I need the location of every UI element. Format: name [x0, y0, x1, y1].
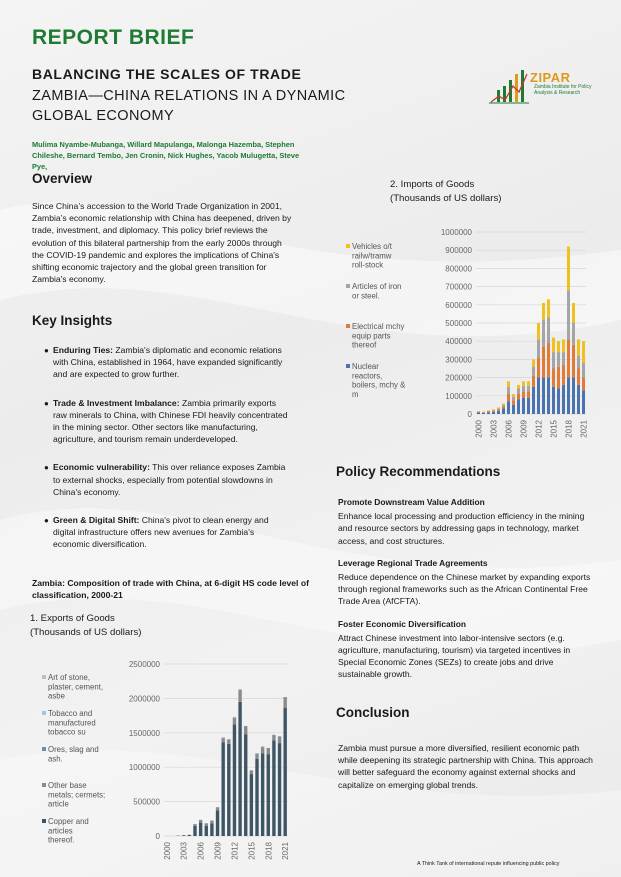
bar-segment — [517, 389, 520, 394]
legend-swatch — [42, 747, 46, 751]
x-tick-label: 2018 — [564, 420, 574, 438]
logo-name: ZIPAR — [530, 70, 571, 85]
bar-segment — [577, 356, 580, 369]
bar-segment — [562, 339, 565, 352]
bullet-icon: ● — [44, 516, 49, 526]
bar-segment — [278, 737, 281, 743]
legend-swatch — [346, 364, 350, 368]
bar-segment — [497, 407, 500, 408]
bar-segment — [482, 413, 485, 414]
bar-segment — [507, 387, 510, 394]
bar-segment — [532, 359, 535, 366]
y-tick-label: 600000 — [445, 300, 472, 310]
bar-segment — [502, 405, 505, 406]
bar-segment — [512, 394, 515, 397]
footer-tagline: A Think Tank of international repute influencing public policy — [417, 861, 560, 867]
policy-list — [338, 496, 598, 691]
bar-segment — [542, 303, 545, 319]
y-tick-label: 300000 — [445, 355, 472, 365]
y-tick-label: 700000 — [445, 282, 472, 292]
insight-text: Zambia primarily exports raw minerals to China, with Chinese FDI heavily concentrated in the mining sector. Other sectors like manufacturing, agriculture, and tourism remain underdeveloped. — [53, 397, 288, 445]
bar-segment — [522, 398, 525, 414]
bar-segment — [238, 690, 241, 702]
legend-swatch — [42, 819, 46, 823]
bar-segment — [497, 408, 500, 409]
bar-segment — [210, 823, 213, 836]
y-tick-label: 0 — [155, 832, 160, 841]
x-tick-label: 2015 — [247, 842, 257, 860]
imports-chart — [340, 225, 602, 450]
y-tick-label: 400000 — [445, 337, 472, 347]
x-tick-label: 2000 — [162, 842, 172, 860]
bar-segment — [517, 399, 520, 414]
y-tick-label: 800000 — [445, 264, 472, 274]
bar-segment — [532, 387, 535, 414]
legend-swatch — [346, 324, 350, 328]
y-tick-label: 900000 — [445, 246, 472, 256]
bar-segment — [582, 390, 585, 414]
x-tick-label: 2003 — [489, 420, 499, 438]
bar-segment — [582, 378, 585, 391]
key-insights-list — [44, 344, 290, 567]
legend-label: Tobacco and manufactured tobacco su — [48, 709, 96, 737]
legend-label: Art of stone, plaster, cement, asbe — [48, 673, 104, 701]
bar-segment — [216, 807, 219, 808]
bar-segment — [244, 726, 247, 727]
legend-swatch — [346, 244, 350, 248]
x-tick-label: 2012 — [230, 842, 240, 860]
key-insights-heading: Key Insights — [32, 313, 113, 328]
bar-segment — [283, 697, 286, 698]
bar-segment — [487, 411, 490, 412]
insight-item — [44, 461, 290, 498]
x-tick-label: 2006 — [196, 842, 206, 860]
bar-segment — [210, 821, 213, 822]
y-tick-label: 500000 — [445, 319, 472, 328]
bar-segment — [582, 363, 585, 378]
bar-segment — [567, 339, 570, 377]
bar-segment — [272, 735, 275, 736]
insight-text: Zambia's diplomatic and economic relations with China, established in 1964, have expanded significantly and are expected to grow further. — [53, 345, 283, 380]
bar-segment — [267, 754, 270, 836]
legend-swatch — [42, 783, 46, 787]
y-tick-label: 200000 — [445, 373, 472, 383]
policy-item-text: Reduce dependence on the Chinese market by expanding exports through regional frameworks such as the African Continental Free Trade Area (AfCFTA). — [338, 572, 591, 607]
bar-segment — [562, 385, 565, 414]
bar-segment — [492, 410, 495, 411]
policy-item — [338, 618, 598, 681]
bar-segment — [512, 397, 515, 401]
bar-segment — [557, 367, 560, 389]
bar-segment — [193, 826, 196, 836]
bar-segment — [517, 394, 520, 399]
legend-label: Vehicles o/t railw/tramw roll-stock — [352, 242, 392, 270]
bar-segment — [562, 352, 565, 365]
bar-segment — [487, 410, 490, 411]
legend-label: Ores, slag and ash. — [48, 745, 99, 764]
insight-title: Green & Digital Shift: — [53, 515, 140, 526]
y-tick-label: 2500000 — [128, 660, 160, 669]
bar-segment — [507, 381, 510, 386]
x-tick-label: 2003 — [179, 842, 189, 860]
logo-subtitle: Zambia Institute for Policy Analysis & Research — [534, 84, 592, 96]
bullet-icon: ● — [44, 463, 49, 473]
bar-segment — [221, 742, 224, 836]
bar-segment — [283, 708, 286, 836]
legend-label: Other base metals; cermets; article — [48, 781, 106, 809]
overview-text: Since China’s accession to the World Trade Organization in 2001, Zambia’s economic relationship with China has deepened, driven by trade, investment, and diplomacy. This policy brief reviews the evolution of this bilateral partnership from the early 2000s through the COVID-19 pandemic and explores the implications of China's shifting economic trajectory and the global green transition for Zambia's economy. — [32, 201, 292, 285]
x-tick-label: 2021 — [281, 842, 291, 860]
bullet-icon: ● — [44, 398, 49, 408]
bar-segment — [199, 823, 202, 836]
exports-chart — [30, 650, 300, 872]
bar-segment — [537, 323, 540, 339]
bar-segment — [238, 702, 241, 836]
bar-segment — [502, 406, 505, 408]
policy-item-title: Leverage Regional Trade Agreements — [338, 557, 488, 568]
bar-segment — [522, 386, 525, 391]
bar-segment — [547, 299, 550, 317]
bar-segment — [527, 391, 530, 397]
bar-segment — [477, 413, 480, 414]
page-title: BALANCING THE SCALES OF TRADE — [32, 66, 302, 82]
bar-segment — [227, 744, 230, 836]
bar-segment — [572, 345, 575, 378]
bar-segment — [205, 826, 208, 836]
bar-segment — [547, 318, 550, 343]
policy-item-text: Enhance local processing and production efficiency in the mining and resource sectors by addressing gaps in technology, market access, and cost structures. — [338, 511, 585, 546]
page-subtitle: ZAMBIA—CHINA RELATIONS IN A DYNAMIC GLOBAL ECONOMY — [32, 88, 346, 124]
insight-text: This over reliance exposes Zambia to external shocks, especially from potential slowdowns in China's economy. — [53, 462, 286, 497]
bar-segment — [261, 747, 264, 753]
bar-segment — [512, 405, 515, 414]
conclusion-text: Zambia must pursue a more diversified, resilient economic path while deepening its strategic partnership with China. This approach will better safeguard the economy against external shocks and capitalize on emerging global trends. — [338, 743, 593, 790]
x-tick-label: 2015 — [549, 420, 559, 438]
legend-swatch — [42, 675, 46, 679]
policy-item-title: Promote Downstream Value Addition — [338, 497, 485, 507]
insight-title: Trade & Investment Imbalance: — [53, 397, 180, 408]
legend-label: Copper and articles thereof. — [48, 817, 89, 845]
bar-segment — [205, 823, 208, 824]
bar-segment — [537, 378, 540, 414]
bar-segment — [272, 736, 275, 741]
bar-segment — [567, 247, 570, 291]
bar-segment — [567, 290, 570, 339]
bar-segment — [507, 401, 510, 414]
bar-segment — [255, 759, 258, 836]
policy-item — [338, 557, 598, 608]
bar-segment — [497, 411, 500, 414]
bar-segment — [233, 717, 236, 718]
bar-segment — [267, 748, 270, 749]
conclusion-heading: Conclusion — [336, 705, 410, 720]
bar-segment — [278, 736, 281, 737]
bar-segment — [527, 386, 530, 391]
bar-segment — [522, 381, 525, 386]
bar-segment — [517, 385, 520, 389]
bar-segment — [244, 734, 247, 836]
bar-segment — [278, 743, 281, 836]
bar-segment — [527, 398, 530, 414]
bar-segment — [547, 378, 550, 414]
bar-segment — [255, 753, 258, 754]
y-tick-label: 1000000 — [128, 763, 160, 773]
bar-segment — [542, 347, 545, 378]
x-tick-label: 2021 — [579, 420, 589, 438]
x-tick-label: 2006 — [504, 420, 514, 438]
bar-segment — [542, 378, 545, 414]
bar-segment — [582, 341, 585, 363]
bar-segment — [552, 338, 555, 353]
bar-segment — [221, 738, 224, 739]
bar-segment — [502, 409, 505, 414]
policy-item-title: Foster Economic Diversification — [338, 618, 466, 629]
bar-segment — [537, 339, 540, 357]
legend-label: Articles of iron or steel. — [352, 282, 402, 301]
bar-segment — [537, 358, 540, 378]
policy-item-text: Attract Chinese investment into labor-intensive sectors (e.g. agriculture, manufacturing, tourism) via targeted incentives in Special Economic Zones (SEZs) to create jobs and drive sustainable growth. — [338, 632, 571, 680]
bar-segment — [199, 820, 202, 821]
overview-heading: Overview — [32, 171, 93, 186]
bar-segment — [267, 749, 270, 755]
bar-segment — [216, 811, 219, 836]
x-tick-label: 2012 — [534, 420, 544, 438]
bar-segment — [477, 412, 480, 413]
bar-segment — [210, 822, 213, 824]
bar-segment — [492, 411, 495, 412]
y-tick-label: 100000 — [445, 391, 472, 401]
x-tick-label: 2018 — [264, 842, 274, 860]
bar-segment — [492, 409, 495, 410]
bar-segment — [227, 739, 230, 740]
insight-text: China's pivot to clean energy and digital infrastructure offers new avenues for Zambia's economic diversification. — [53, 515, 269, 550]
insight-item — [44, 514, 290, 551]
bar-segment — [522, 391, 525, 397]
legend-swatch — [346, 284, 350, 288]
bar-segment — [193, 824, 196, 825]
bar-segment — [482, 412, 485, 413]
bar-segment — [552, 387, 555, 414]
policy-item — [338, 496, 598, 547]
bar-segment — [577, 385, 580, 414]
bar-segment — [261, 747, 264, 748]
bar-segment — [238, 689, 241, 690]
bar-segment — [577, 339, 580, 355]
bar-segment — [547, 343, 550, 378]
bar-segment — [199, 821, 202, 823]
bar-segment — [221, 738, 224, 742]
legend-label: Electrical mchy equip parts thereof — [352, 322, 405, 350]
policy-heading: Policy Recommendations — [336, 464, 501, 479]
x-tick-label: 2009 — [519, 420, 529, 438]
bar-segment — [487, 411, 490, 412]
bar-segment — [557, 341, 560, 352]
insight-title: Economic vulnerability: — [53, 462, 150, 473]
bullet-icon: ● — [44, 346, 49, 355]
bar-segment — [572, 303, 575, 323]
bar-segment — [502, 403, 505, 404]
bar-segment — [261, 753, 264, 836]
bar-segment — [233, 718, 236, 724]
bar-segment — [250, 774, 253, 836]
bar-segment — [557, 352, 560, 367]
bar-segment — [233, 725, 236, 836]
imports-chart-title: 2. Imports of Goods (Thousands of US dollars) — [390, 179, 502, 204]
x-tick-label: 2009 — [213, 842, 223, 860]
bar-segment — [557, 389, 560, 414]
bar-segment — [216, 808, 219, 811]
y-tick-label: 2000000 — [128, 694, 160, 704]
bar-segment — [572, 323, 575, 345]
bar-segment — [542, 319, 545, 346]
bar-segment — [552, 369, 555, 387]
bar-segment — [487, 412, 490, 414]
insight-item — [44, 344, 290, 381]
bar-segment — [507, 394, 510, 401]
insight-title: Enduring Ties: — [53, 345, 114, 355]
bar-segment — [577, 369, 580, 385]
y-tick-label: 1000000 — [440, 228, 472, 237]
bar-segment — [283, 698, 286, 708]
bar-segment — [562, 365, 565, 385]
bar-segment — [492, 412, 495, 414]
exports-chart-title: 1. Exports of Goods (Thousands of US dollars) — [30, 613, 142, 638]
bar-segment — [272, 740, 275, 836]
bar-segment — [532, 367, 535, 376]
x-tick-label: 2000 — [474, 420, 484, 438]
bar-segment — [255, 754, 258, 759]
composition-caption: Zambia: Composition of trade with China, at 6-digit HS code level of classification, 2000-21 — [32, 578, 309, 600]
legend-swatch — [42, 711, 46, 715]
bar-segment — [552, 352, 555, 368]
report-brief-label: REPORT BRIEF — [32, 26, 195, 49]
bar-segment — [188, 835, 191, 836]
bar-segment — [497, 409, 500, 410]
y-tick-label: 0 — [467, 410, 472, 419]
authors-list: Mulima Nyambe-Mubanga, Willard Mapulanga, Malonga Hazemba, Stephen Chileshe, Bernard Tembo, Jen Cronin, Nick Hughes, Yacob Mulugetta, Steve Pye, — [32, 140, 300, 171]
bar-segment — [250, 771, 253, 774]
bar-segment — [527, 381, 530, 386]
bar-segment — [567, 378, 570, 414]
bar-segment — [227, 740, 230, 744]
bar-segment — [512, 400, 515, 405]
bar-segment — [244, 727, 247, 735]
y-tick-label: 1500000 — [128, 728, 160, 738]
bar-segment — [532, 376, 535, 387]
bar-segment — [572, 378, 575, 414]
legend-label: Nuclear reactors, boilers, mchy & m — [352, 362, 406, 399]
bar-segment — [205, 824, 208, 826]
insight-item — [44, 397, 290, 446]
y-tick-label: 500000 — [133, 797, 160, 807]
